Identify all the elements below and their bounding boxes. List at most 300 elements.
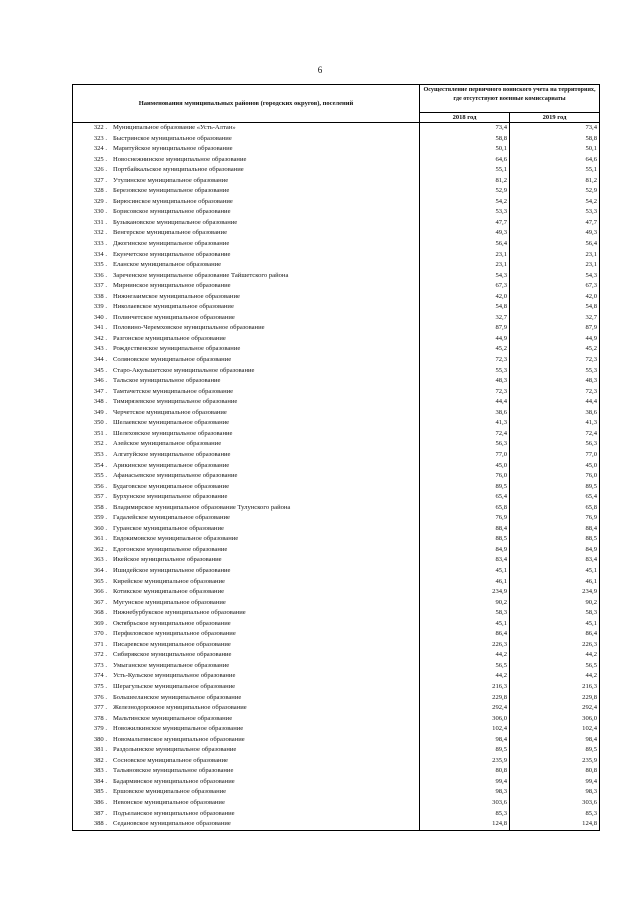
row-value-2018: 67,3 [420,281,510,292]
row-value-2019: 87,9 [585,324,597,332]
row-value-2019: 88,4 [585,524,597,532]
row-name: Шелеховское муниципальное образование [109,429,420,440]
row-number: 347 . [93,387,107,395]
table-row [73,155,599,166]
row-name: Новоснежнинское муниципальное образование [109,155,420,166]
row-value-2018: 44,2 [420,650,510,661]
table-row [73,513,599,524]
row-number: 365 . [93,577,107,585]
row-value-2018: 47,7 [420,218,510,229]
row-name: Усть-Кульское муниципальное образование [109,671,420,682]
table-row [73,724,599,735]
table-row [73,355,599,366]
row-name: Афанасьевское муниципальное образование [109,471,420,482]
table-row [73,271,599,282]
row-value-2018: 58,3 [420,608,510,619]
row-value-2018: 89,5 [420,745,510,756]
row-value-2019: 53,3 [585,208,597,216]
row-value-2018: 81,2 [420,176,510,187]
row-value-2019: 77,0 [585,450,597,458]
row-value-2019: 55,1 [585,166,597,174]
row-number: 344 . [93,356,107,364]
table-row [73,418,599,429]
row-value-2018: 38,6 [420,408,510,419]
row-name: Писаревское муниципальное образование [109,640,420,651]
row-number: 331 . [93,218,107,226]
row-value-2019: 44,2 [585,672,597,680]
row-number: 362 . [93,545,107,553]
row-value-2019: 73,4 [585,124,597,131]
table-row [73,239,599,250]
row-value-2018: 56,4 [420,239,510,250]
table-row [73,207,599,218]
table-row [73,186,599,197]
row-name: Арикинское муниципальное образование [109,461,420,472]
row-number: 354 . [93,461,107,469]
row-number: 379 . [93,725,107,733]
row-name: Березовское муниципальное образование [109,186,420,197]
row-value-2018: 56,3 [420,439,510,450]
row-name: Тальяновское муниципальное образование [109,766,420,777]
table-row [73,640,599,651]
table-row [73,134,599,145]
table-row [73,545,599,556]
row-value-2018: 44,9 [420,334,510,345]
row-number: 382 . [93,756,107,764]
row-value-2019: 50,1 [585,145,597,153]
row-name: Быстринское муниципальное образование [109,134,420,145]
row-value-2019: 45,2 [585,345,597,353]
row-name: Ишидейское муниципальное образование [109,566,420,577]
row-name: Алгатуйское муниципальное образование [109,450,420,461]
table-row [73,524,599,535]
row-number: 368 . [93,609,107,617]
row-value-2019: 64,6 [585,155,597,163]
row-value-2018: 226,3 [420,640,510,651]
row-number: 330 . [93,208,107,216]
row-number: 346 . [93,377,107,385]
table-row [73,429,599,440]
row-value-2018: 292,4 [420,703,510,714]
table-row [73,461,599,472]
row-value-2018: 90,2 [420,598,510,609]
row-value-2019: 84,9 [585,545,597,553]
row-value-2019: 124,8 [582,820,597,828]
row-value-2018: 23,1 [420,260,510,271]
row-number: 329 . [93,197,107,205]
row-value-2019: 54,8 [585,303,597,311]
row-value-2019: 52,9 [585,187,597,195]
row-value-2018: 76,0 [420,471,510,482]
row-value-2019: 72,3 [585,356,597,364]
row-value-2018: 72,3 [420,387,510,398]
table-row [73,408,599,419]
table-row [73,598,599,609]
row-number: 340 . [93,313,107,321]
row-number: 363 . [93,556,107,564]
row-number: 380 . [93,735,107,743]
row-name: Нижнебурбукское муниципальное образование [109,608,420,619]
row-name: Будаговское муниципальное образование [109,482,420,493]
table-row [73,165,599,176]
row-name: Бадарминское муниципальное образование [109,777,420,788]
table-row [73,682,599,693]
row-name: Тальское муниципальное образование [109,376,420,387]
row-name: Борисовское муниципальное образование [109,207,420,218]
table-row [73,397,599,408]
row-value-2018: 124,8 [420,819,510,830]
row-number: 339 . [93,303,107,311]
page-number: 6 [317,65,323,75]
row-value-2018: 48,3 [420,376,510,387]
table-row [73,260,599,271]
row-value-2018: 99,4 [420,777,510,788]
row-value-2018: 45,2 [420,344,510,355]
table-row [73,228,599,239]
row-number: 355 . [93,472,107,480]
row-number: 385 . [93,788,107,796]
row-name: Соляновское муниципальное образование [109,355,420,366]
row-value-2019: 54,2 [585,197,597,205]
header-year-2018: 2018 год [420,113,510,122]
row-number: 358 . [93,503,107,511]
row-value-2018: 98,3 [420,787,510,798]
row-value-2018: 88,5 [420,534,510,545]
row-number: 366 . [93,588,107,596]
row-number: 387 . [93,809,107,817]
table-row [73,503,599,514]
table-row [73,302,599,313]
row-value-2018: 45,1 [420,619,510,630]
row-name: Едогонское муниципальное образование [109,545,420,556]
row-name: Котикское муниципальное образование [109,587,420,598]
row-name: Новожилкинское муниципальное образование [109,724,420,735]
row-name: Разгонское муниципальное образование [109,334,420,345]
row-value-2018: 55,3 [420,366,510,377]
row-name: Владимирское муниципальное образование Тулунского района [109,503,420,514]
row-name: Мугунское муниципальное образование [109,598,420,609]
row-name: Портбайкальское муниципальное образование [109,165,420,176]
row-name: Гуранское муниципальное образование [109,524,420,535]
row-number: 333 . [93,240,107,248]
row-name: Азейское муниципальное образование [109,439,420,450]
table-row [73,281,599,292]
row-value-2018: 44,2 [420,671,510,682]
row-name: Екунчетское муниципальное образование [109,250,420,261]
row-name: Полинчетское муниципальное образование [109,313,420,324]
row-name: Шелаевское муниципальное образование [109,418,420,429]
row-value-2019: 41,3 [585,419,597,427]
table-row [73,292,599,303]
row-value-2018: 55,1 [420,165,510,176]
row-name: Перфиловское муниципальное образование [109,629,420,640]
row-value-2019: 83,4 [585,556,597,564]
table-row [73,534,599,545]
row-name: Нижнезаимское муниципальное образование [109,292,420,303]
table-row [73,492,599,503]
table-header [73,85,599,123]
row-value-2018: 76,9 [420,513,510,524]
row-number: 327 . [93,176,107,184]
row-name: Тимирязевское муниципальное образование [109,397,420,408]
header-right-group [420,85,599,122]
table-row [73,745,599,756]
table-row [73,344,599,355]
header-year-2019: 2019 год [542,114,567,121]
table-row [73,809,599,820]
row-value-2019: 23,1 [585,250,597,258]
header-name-column: Наименования муниципальных районов (городских округов), поселений [73,85,420,122]
row-value-2018: 229,8 [420,693,510,704]
header-main-column: Осуществление первичного воинского учета на территориях, где отсутствуют военные комиссариаты [420,85,599,113]
table-row [73,482,599,493]
row-number: 386 . [93,799,107,806]
table-row [73,661,599,672]
row-name: Маритуйское муниципальное образование [109,144,420,155]
row-value-2018: 54,8 [420,302,510,313]
row-value-2019: 234,9 [582,588,597,596]
table-row [73,819,599,830]
row-number: 334 . [93,250,107,258]
row-value-2019: 235,9 [582,756,597,764]
row-value-2018: 58,8 [420,134,510,145]
table-row [73,334,599,345]
row-name: Старо-Акульшетское муниципальное образование [109,366,420,377]
row-value-2018: 87,9 [420,323,510,334]
row-number: 371 . [93,640,107,648]
row-name: Бузыкановское муниципальное образование [109,218,420,229]
row-value-2019: 44,2 [585,651,597,659]
row-name: Раздольинское муниципальное образование [109,745,420,756]
row-value-2018: 85,3 [420,809,510,820]
table-row [73,787,599,798]
row-number: 373 . [93,661,107,669]
row-number: 353 . [93,450,107,458]
table-body [73,123,599,830]
row-value-2019: 98,4 [585,735,597,743]
row-value-2019: 44,9 [585,334,597,342]
row-value-2018: 234,9 [420,587,510,598]
table-row [73,323,599,334]
row-number: 388 . [93,820,107,828]
row-value-2019: 47,7 [585,218,597,226]
row-value-2018: 56,5 [420,661,510,672]
table-row [73,693,599,704]
row-value-2018: 50,1 [420,144,510,155]
table-row [73,735,599,746]
row-value-2019: 226,3 [582,640,597,648]
row-name: Подъеланское муниципальное образование [109,809,420,820]
row-value-2018: 88,4 [420,524,510,535]
row-number: 378 . [93,714,107,722]
table-row [73,144,599,155]
row-value-2019: 98,3 [585,788,597,796]
table-row [73,250,599,261]
row-value-2019: 58,8 [585,134,597,142]
table-row [73,176,599,187]
row-number: 345 . [93,366,107,374]
row-name: Зареченское муниципальное образование Тайшетского района [109,271,420,282]
row-value-2019: 229,8 [582,693,597,701]
row-value-2018: 23,1 [420,250,510,261]
row-name: Умыганское муниципальное образование [109,661,420,672]
row-value-2019: 76,0 [585,472,597,480]
row-number: 325 . [93,155,107,163]
row-number: 326 . [93,166,107,174]
row-value-2018: 65,8 [420,503,510,514]
row-value-2018: 46,1 [420,577,510,588]
row-number: 350 . [93,419,107,427]
row-value-2018: 72,4 [420,429,510,440]
table-row [73,313,599,324]
row-value-2018: 44,4 [420,397,510,408]
row-number: 322 . [93,124,107,131]
row-value-2019: 44,4 [585,398,597,406]
row-value-2018: 54,3 [420,271,510,282]
row-number: 349 . [93,408,107,416]
table-row [73,587,599,598]
data-table [72,84,600,831]
row-value-2018: 303,6 [420,798,510,809]
row-number: 375 . [93,682,107,690]
row-number: 324 . [93,145,107,153]
row-value-2018: 42,0 [420,292,510,303]
row-name: Кирейское муниципальное образование [109,577,420,588]
table-row [73,366,599,377]
row-value-2018: 41,3 [420,418,510,429]
table-row [73,671,599,682]
row-value-2019: 45,1 [585,619,597,627]
row-name: Большееланское муниципальное образование [109,693,420,704]
row-value-2019: 45,0 [585,461,597,469]
table-row [73,577,599,588]
row-value-2019: 216,3 [582,682,597,690]
row-name: Николаевское муниципальное образование [109,302,420,313]
row-value-2018: 216,3 [420,682,510,693]
row-number: 335 . [93,261,107,269]
table-row [73,566,599,577]
table-row [73,714,599,725]
row-value-2019: 42,0 [585,292,597,300]
row-number: 332 . [93,229,107,237]
row-name: Бурхунское муниципальное образование [109,492,420,503]
row-name: Рождественское муниципальное образование [109,344,420,355]
row-name: Невонское муниципальное образование [109,798,420,809]
row-name: Железнодорожное муниципальное образование [109,703,420,714]
table-row [73,629,599,640]
table-row [73,471,599,482]
row-value-2019: 81,2 [585,176,597,184]
row-value-2018: 32,7 [420,313,510,324]
row-number: 341 . [93,324,107,332]
row-name: Гадалейское муниципальное образование [109,513,420,524]
row-value-2019: 56,4 [585,240,597,248]
row-number: 370 . [93,630,107,638]
row-value-2019: 23,1 [585,261,597,269]
row-name: Джогинское муниципальное образование [109,239,420,250]
table-row [73,439,599,450]
row-number: 328 . [93,187,107,195]
row-value-2019: 85,3 [585,809,597,817]
row-name: Мирнинское муниципальное образование [109,281,420,292]
table-row [73,798,599,809]
row-number: 338 . [93,292,107,300]
row-value-2018: 73,4 [420,123,510,134]
row-value-2018: 45,1 [420,566,510,577]
row-value-2018: 84,9 [420,545,510,556]
row-value-2019: 56,3 [585,440,597,448]
row-value-2019: 89,5 [585,746,597,754]
table-row [73,376,599,387]
row-value-2019: 46,1 [585,577,597,585]
row-number: 364 . [93,566,107,574]
header-years [420,113,599,122]
row-value-2019: 90,2 [585,598,597,606]
row-value-2019: 65,8 [585,503,597,511]
row-value-2018: 64,6 [420,155,510,166]
row-value-2019: 306,0 [582,714,597,722]
row-value-2019: 67,3 [585,282,597,290]
table-row [73,619,599,630]
row-value-2018: 65,4 [420,492,510,503]
row-value-2018: 89,5 [420,482,510,493]
row-value-2018: 306,0 [420,714,510,725]
row-value-2019: 45,1 [585,566,597,574]
table-row [73,450,599,461]
row-value-2019: 56,5 [585,661,597,669]
row-value-2019: 303,6 [582,799,597,806]
row-value-2019: 54,3 [585,271,597,279]
row-value-2019: 102,4 [582,725,597,733]
row-name: Сибирякское муниципальное образование [109,650,420,661]
row-value-2019: 88,5 [585,535,597,543]
row-number: 376 . [93,693,107,701]
table-row [73,703,599,714]
row-value-2019: 48,3 [585,377,597,385]
row-value-2018: 72,3 [420,355,510,366]
row-value-2019: 65,4 [585,493,597,501]
row-name: Еланское муниципальное образование [109,260,420,271]
row-name: Октябрьское муниципальное образование [109,619,420,630]
row-number: 342 . [93,334,107,342]
table-row [73,650,599,661]
row-value-2018: 102,4 [420,724,510,735]
row-value-2018: 83,4 [420,555,510,566]
row-name: Новомальтинское муниципальное образование [109,735,420,746]
row-name: Евдокимовское муниципальное образование [109,534,420,545]
row-value-2019: 72,4 [585,429,597,437]
row-value-2019: 89,5 [585,482,597,490]
row-name: Ершовское муниципальное образование [109,787,420,798]
row-name: Тамтачетское муниципальное образование [109,387,420,398]
row-value-2019: 32,7 [585,313,597,321]
row-value-2018: 45,0 [420,461,510,472]
row-number: 348 . [93,398,107,406]
row-name: Икейское муниципальное образование [109,555,420,566]
table-row [73,123,599,134]
row-name: Мальтинское муниципальное образование [109,714,420,725]
row-value-2018: 80,8 [420,766,510,777]
table-row [73,218,599,229]
row-value-2018: 52,9 [420,186,510,197]
row-number: 367 . [93,598,107,606]
row-name: Черчетское муниципальное образование [109,408,420,419]
row-number: 383 . [93,767,107,775]
row-value-2019: 72,3 [585,387,597,395]
row-value-2018: 54,2 [420,197,510,208]
row-value-2019: 49,3 [585,229,597,237]
row-name: Сосновское муниципальное образование [109,756,420,767]
